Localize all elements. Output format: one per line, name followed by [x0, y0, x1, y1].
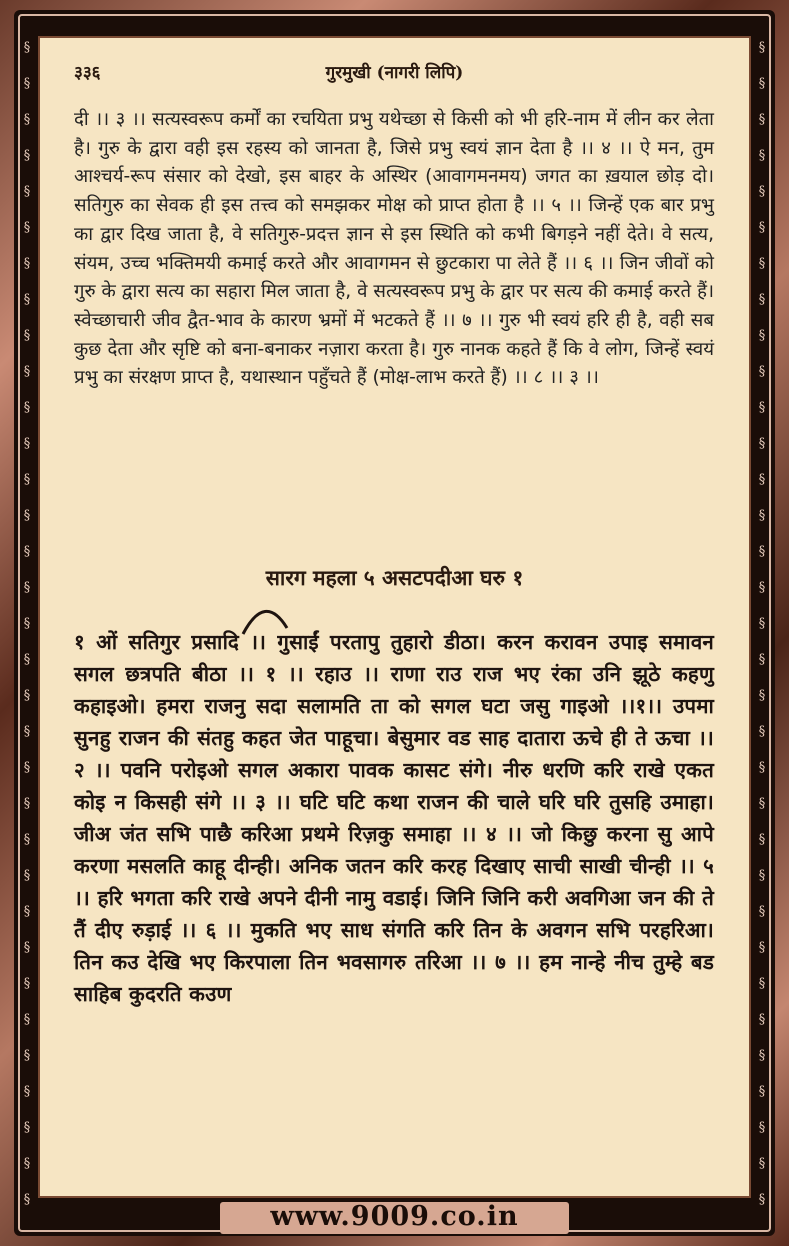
page-number: ३३६	[74, 63, 101, 83]
page-title: गुरमुखी (नागरी लिपि)	[325, 63, 464, 83]
page-header	[74, 60, 715, 88]
section-heading: सारग महला ५ असटपदीआ घरु १	[265, 566, 524, 590]
lace-pattern-right: § § § § § § § § § § § § § § § § § § § § § § § § § § § § § § § § §	[758, 40, 766, 1207]
translation-paragraph: दी ।। ३ ।। सत्यस्वरूप कर्मों का रचयिता प्रभु यथेच्छा से किसी को भी हरि-नाम में लीन कर लेता है। गुरु के द्वारा वही इस रहस्य को जानता है, जिसे प्रभु स्वयं ज्ञान देता है ।। ४ ।। ऐ मन, तुम आश्चर्य-रूप संसार को देखो, इस बाहर के अस्थिर (आवागमनमय) जगत का ख़याल छोड़ दो। सतिगुरु का सेवक ही इस तत्त्व को समझकर मोक्ष को प्राप्त होता है ।। ५ ।। जिन्हें एक बार प्रभु का द्वार दिख जाता है, वे सतिगुरु-प्रदत्त ज्ञान से इस स्थिति को कभी बिगड़ने नहीं देते। वे सत्य, संयम, उच्च भक्तिमयी कमाई करते और आवागमन से छुटकारा पा लेते हैं ।। ६ ।। जिन जीवों को गुरु के द्वारा सत्य का सहारा मिल जाता है, वे सत्यस्वरूप प्रभु के द्वार पर सत्य की कमाई करते हैं। स्वेच्छाचारी जीव द्वैत-भाव के कारण भ्रमों में भटकते हैं ।। ७ ।। गुरु भी स्वयं हरि ही है, वही सब कुछ देता और सृष्टि को बना-बनाकर नज़ारा करता है। गुरु नानक कहते हैं कि वे लोग, जिन्हें स्वयं प्रभु का संरक्षण प्राप्त है, यथास्थान पहुँचते हैं (मोक्ष-लाभ करते हैं) ।। ८ ।। ३ ।।	[74, 109, 714, 389]
footer-url: www.9009.co.in	[270, 1201, 519, 1232]
scripture-page	[38, 36, 751, 1198]
lace-pattern-left: § § § § § § § § § § § § § § § § § § § § § § § § § § § § § § § § §	[23, 40, 31, 1207]
verse-paragraph: १ ओं सतिगुर प्रसादि ।। गुसाईं परतापु तुहारो डीठा। करन करावन उपाइ समावन सगल छत्रपति बीठा ।। १ ।। रहाउ ।। राणा राउ राज भए रंका उनि झूठे कहणु कहाइओ। हमरा राजनु सदा सलामति ता को सगल घटा जसु गाइओ ।।१।। उपमा सुनहु राजन की संतहु कहत जेत पाहूचा। बेसुमार वड साह दातारा ऊचे ही ते ऊचा ।। २ ।। पवनि परोइओ सगल अकारा पावक कासट संगे। नीरु धरणि करि राखे एकत कोइ न किसही संगे ।। ३ ।। घटि घटि कथा राजन की चाले घरि घरि तुसहि उमाहा। जीअ जंत सभि पाछै करिआ प्रथमे रिज़कु समाहा ।। ४ ।। जो किछु करना सु आपे करणा मसलति काहू दीन्ही। अनिक जतन करि करह दिखाए साची साखी चीन्ही ।। ५ ।। हरि भगता करि राखे अपने दीनी नामु वडाई। जिनि जिनि करी अवगिआ जन की ते तैं दीए रुड़ाई ।। ६ ।। मुकति भए साध संगति करि तिन के अवगन सभि परहरिआ। तिन कउ देखि भए किरपाला तिन भवसागरु तरिआ ।। ७ ।। हम नान्हे नीच तुम्हे बड साहिब कुदरति कउण	[74, 630, 714, 1006]
